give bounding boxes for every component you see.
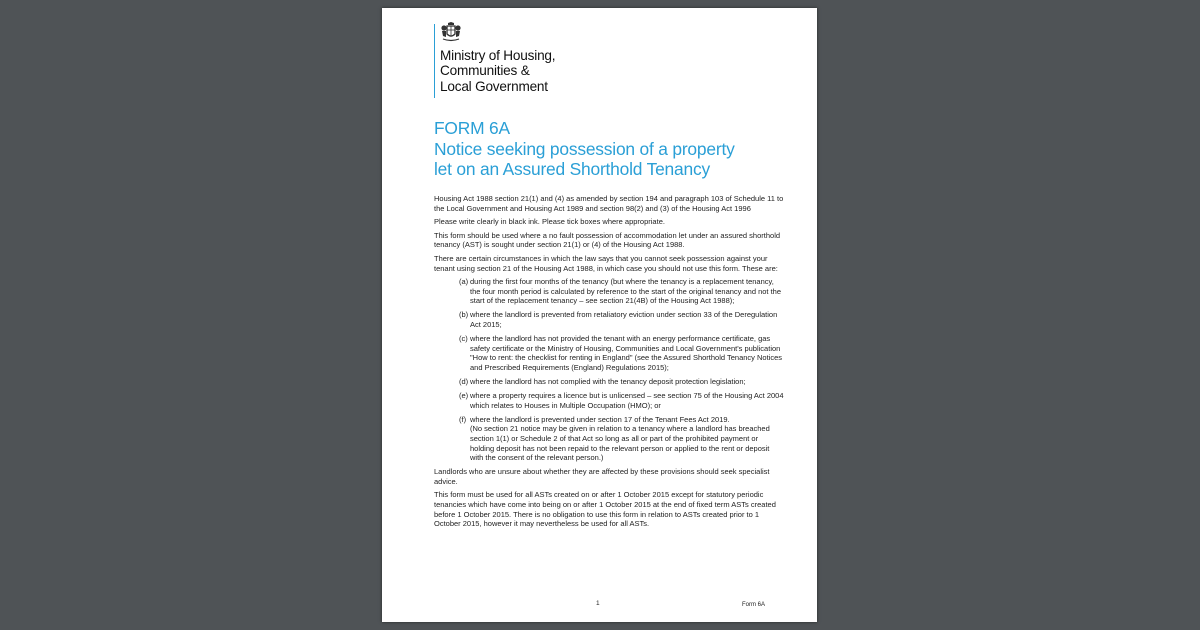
form-title-line: Notice seeking possession of a property xyxy=(434,138,735,159)
header-rule xyxy=(434,24,435,98)
department-name xyxy=(440,48,555,94)
list-item-text: where the landlord has not provided the tenant with an energy performance certificate, gas safety certificate or the Ministry of Housing, Communities and Local Government's publication "How to rent: the checklist for renting in England" (see the Assured Shorthold Tenancy Notices and Prescribed Requirements (England) Regulations 2015); xyxy=(470,334,783,372)
list-item-text: where the landlord is prevented from retaliatory eviction under section 33 of the Deregulation Act 2015; xyxy=(470,310,778,330)
form-reference: Form 6A xyxy=(741,602,765,608)
department-line: Ministry of Housing, xyxy=(440,48,556,63)
list-item-label: (a) xyxy=(459,277,469,287)
list-item-label: (e) xyxy=(459,391,469,401)
list-item-main-text: where the landlord is prevented under section 17 of the Tenant Fees Act 2019. xyxy=(470,414,730,424)
form-number: FORM 6A xyxy=(434,118,510,138)
instructions: Please write clearly in black ink. Please tick boxes where appropriate. xyxy=(434,217,665,227)
applicability-paragraph: This form must be used for all ASTs created on or after 1 October 2015 except for statutory periodic tenancies which have come into being on or after 1 October 2015 at the end of fixed term ASTs created before 1 October 2015. There is no obligation to use this form in relation to ASTs created prior to 1 October 2015, however it may nevertheless be used for all ASTs. xyxy=(434,490,776,529)
list-item-label: (b) xyxy=(459,310,469,320)
list-item xyxy=(459,310,784,329)
list-item-text: where a property requires a licence but is unlicensed – see section 75 of the Housing Act 2004 which relates to Houses in Multiple Occupation (HMO); or xyxy=(470,391,784,410)
form-title-line: let on an Assured Shorthold Tenancy xyxy=(434,159,710,180)
page-number: 1 xyxy=(596,600,600,607)
legislation-reference: Housing Act 1988 section 21(1) and (4) as amended by section 194 and paragraph 103 of Schedule 11 to the Local Government and Housing Act 1989 and section 98(2) and (3) of the Housing Act 1996 xyxy=(434,194,784,213)
list-item xyxy=(459,377,784,387)
royal-coat-of-arms-icon xyxy=(440,22,462,42)
list-item xyxy=(459,277,784,306)
list-item-label: (f) xyxy=(459,414,467,424)
department-line: Communities & xyxy=(440,63,530,79)
list-item-label: (d) xyxy=(459,377,469,386)
list-item xyxy=(459,391,784,410)
list-item-text: where the landlord has not complied with the tenancy deposit protection legislation; xyxy=(470,377,746,386)
specialist-advice-note: Landlords who are unsure about whether they are affected by these provisions should seek specialist advice. xyxy=(434,467,770,486)
document-page xyxy=(382,8,817,622)
list-item-text xyxy=(470,415,784,463)
list-item xyxy=(459,334,784,372)
list-item xyxy=(459,415,784,463)
list-item-subtext: (No section 21 notice may be given in relation to a tenancy where a landlord has breached section 1(1) or Schedule 2 of that Act so long as all or part of the prohibited payment or holding deposit has not been repaid to the relevant person or applied to the rent or deposit with the consent of the relevant person.) xyxy=(470,424,770,463)
form-title xyxy=(434,118,804,180)
department-line: Local Government xyxy=(440,78,548,94)
list-item-text: during the first four months of the tenancy (but where the tenancy is a replacement tenancy, the four month period is calculated by reference to the start of the original tenancy and not the start of the replacement tenancy – see section 21(4B) of the Housing Act 1988); xyxy=(470,277,782,306)
document-body xyxy=(434,194,784,533)
circumstances-list xyxy=(459,277,784,463)
usage-paragraph: This form should be used where a no fault possession of accommodation let under an assured shorthold tenancy (AST) is sought under section 21(1) or (4) of the Housing Act 1988. xyxy=(434,230,781,250)
list-item-label: (c) xyxy=(459,334,468,344)
circumstances-intro: There are certain circumstances in which the law says that you cannot seek possession against your tenant using section 21 of the Housing Act 1988, in which case you should not use this form. These are: xyxy=(434,253,778,273)
